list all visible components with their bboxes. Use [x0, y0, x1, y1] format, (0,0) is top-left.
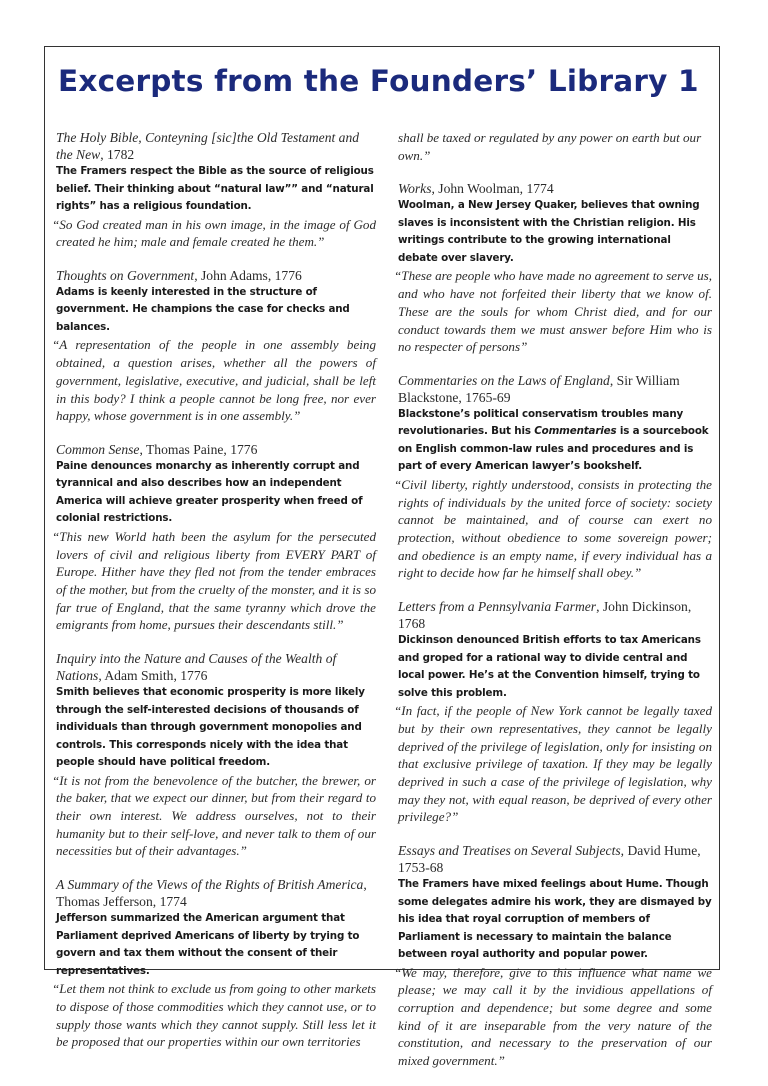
- entry-heading: [56, 650, 376, 684]
- right-column: [394, 129, 712, 1086]
- work-meta: , David Hume, 1753-68: [398, 843, 701, 876]
- work-title: Works: [398, 181, 432, 197]
- entry-hume: [394, 842, 712, 1070]
- entry-description: The Framers respect the Bible as the source of religious belief. Their thinking about “natural law”” and “natural rights” has a religious foundation.: [56, 165, 374, 212]
- work-title: Common Sense: [56, 441, 140, 457]
- entry-heading: [398, 842, 712, 876]
- page-title: Excerpts from the Founders’ Library 1: [58, 64, 699, 98]
- work-meta: , Thomas Paine, 1776: [139, 441, 258, 457]
- desc-italic-title: Commentaries: [534, 425, 617, 438]
- work-title: A Summary of the Views of the Rights of British America: [56, 877, 364, 893]
- work-title: The Holy Bible, Conteyning [sic]the Old Testament and the New: [56, 130, 360, 162]
- entry-jefferson: [52, 876, 376, 1051]
- entry-quote: “This new World hath been the asylum for the persecuted lovers of civil and religious liberty from EVERY PART of Europe. Hither have they fled not from the tender embraces of the mother, but from the cruelty of the monster, and it is so far true of England, that the same tyranny which drove the emigrants from home, pursues their descendants still.”: [52, 528, 376, 633]
- entry-adams: [52, 267, 376, 425]
- entry-smith: [52, 650, 376, 860]
- entry-quote: “A representation of the people in one assembly being obtained, a question arises, whether all the powers of government, legislative, executive, and judicial, shall be left in this body? I think a people cannot be long free, nor ever happy, whose government is in one assembly.”: [52, 337, 376, 424]
- work-meta: , Adam Smith, 1776: [98, 668, 208, 684]
- work-title: Letters from a Pennsylvania Farmer: [398, 599, 597, 615]
- entry-heading: [56, 441, 376, 458]
- entry-description: Adams is keenly interested in the structure of government. He champions the case for checks and balances.: [56, 285, 350, 333]
- entry-description: Dickinson denounced British efforts to tax Americans and groped for a rational way to divide central and local power. He’s at the Convention himself, trying to solve this problem.: [398, 634, 701, 699]
- entry-paine: [52, 441, 376, 634]
- entry-heading: [398, 372, 712, 406]
- entry-heading: [398, 598, 712, 632]
- entry-heading: [56, 129, 376, 163]
- work-meta: , 1782: [100, 147, 135, 162]
- entry-description: Paine denounces monarchy as inherently corrupt and tyrannical and also describes how an independent America will achieve greater prosperity when freed of colonial restrictions.: [56, 459, 363, 525]
- work-meta: , John Dickinson, 1768: [398, 599, 692, 632]
- work-meta: , John Woolman, 1774: [431, 181, 554, 197]
- entry-blackstone: [394, 372, 712, 582]
- work-title: Essays and Treatises on Several Subjects: [398, 843, 621, 859]
- entry-quote: “These are people who have made no agreement to serve us, and who have not forfeited their liberty that we know of. These are the souls for whom Christ died, and for our conduct towards them we must answer before Him who is no respecter of persons”: [394, 268, 712, 355]
- work-meta: , Thomas Jefferson, 1774: [56, 877, 367, 910]
- entry-quote: “So God created man in his own image, in the image of God created he him; male and female created he them.”: [52, 216, 376, 250]
- entry-quote: “Let them not think to exclude us from going to other markets to dispose of those commodities which they cannot use, or to supply those wants which they cannot supply. Still less let it be proposed that our properties within our own territories: [52, 981, 376, 1050]
- entry-bible: [52, 129, 376, 251]
- entry-description: Woolman, a New Jersey Quaker, believes that owning slaves is inconsistent with the Christian religion. His writings contribute to the growing international debate over slavery.: [398, 199, 700, 264]
- work-meta: , Sir William Blackstone, 1765-69: [398, 372, 680, 405]
- entry-quote: “In fact, if the people of New York cannot be legally taxed but by their own representatives, they cannot be legally deprived of the privilege of legislation, only for insisting on that exclusive privilege of taxation. If they may be legally deprived in such a case of the privilege of legislation, why may they not, with equal reason, be deprived of every other privilege?”: [394, 703, 712, 825]
- entry-quote: “We may, therefore, give to this influence what name we please; we may call it by the invidious appellations of corruption and dependence; but some degree and some kind of it are inseparable from the very nature of the constitution, and necessary to the preservation of our mixed government.”: [394, 964, 712, 1069]
- work-title: Thoughts on Government: [56, 267, 195, 283]
- entry-quote: “Civil liberty, rightly understood, consists in protecting the rights of individuals by the united force of society: society cannot be maintained, and of course can exert no protection, without obedience to some sovereign power; and obedience is an empty name, if every individual has a right to decide how far he himself shall obey.”: [394, 476, 712, 581]
- entry-heading: [56, 876, 376, 910]
- entry-heading: [56, 267, 376, 284]
- quote-continuation: shall be taxed or regulated by any power on earth but our own.”: [398, 130, 702, 163]
- entry-heading: [398, 180, 712, 197]
- entry-dickinson: [394, 598, 712, 826]
- entry-woolman: [394, 180, 712, 356]
- work-title: Commentaries on the Laws of England: [398, 372, 610, 388]
- entry-quote: “It is not from the benevolence of the butcher, the brewer, or the baker, that we expect our dinner, but from their regard to their own interest. We address ourselves, not to their humanity but to their self-love, and never talk to them of our necessities but of their advantages.”: [52, 772, 376, 859]
- entry-description: The Framers have mixed feelings about Hume. Though some delegates admire his work, they are dismayed by his idea that royal corruption of members of Parliament is necessary to maintain the balance between royal authority and popular power.: [398, 878, 712, 961]
- desc-part: Blackstone’s political conservatism troubles many revolutionaries. But his: [398, 407, 684, 438]
- entry-description: Jefferson summarized the American argument that Parliament deprived Americans of liberty by trying to govern and tax them without the consent of their representatives.: [56, 912, 360, 977]
- work-title: Inquiry into the Nature and Causes of the Wealth of Nations: [56, 651, 337, 684]
- work-meta: , John Adams, 1776: [194, 267, 302, 283]
- left-column: [52, 129, 376, 1067]
- desc-part: is a sourcebook on English common-law rules and procedures and is part of every American lawyer’s bookshelf.: [398, 425, 709, 473]
- entry-description: Smith believes that economic prosperity is more likely through the self-interested decisions of thousands of individuals than through government monopolies and controls. This corresponds nicely with the idea that people should have political freedom.: [56, 686, 365, 769]
- entry-description: [398, 406, 712, 476]
